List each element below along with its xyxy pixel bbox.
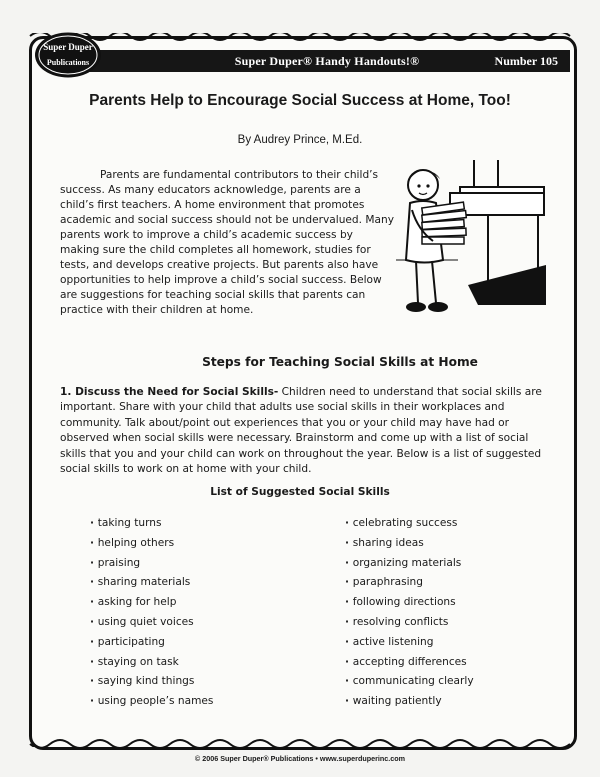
list-item: · paraphrasing — [345, 573, 474, 593]
list-item: · praising — [90, 554, 213, 574]
list-item: · accepting differences — [345, 653, 474, 673]
list-item: · asking for help — [90, 593, 213, 613]
step-1-paragraph — [60, 385, 542, 477]
list-item: · staying on task — [90, 653, 213, 673]
header-bar — [84, 50, 570, 72]
girl-with-books-illustration — [388, 155, 548, 325]
list-item: · helping others — [90, 534, 213, 554]
list-item: · following directions — [345, 593, 474, 613]
steps-heading: Steps for Teaching Social Skills at Home — [202, 355, 478, 369]
copyright-footer: © 2006 Super Duper® Publications • www.superduperinc.com — [194, 754, 406, 763]
intro-paragraph: Parents are fundamental contributors to their child’s success. As many educators acknowledge, parents are a child’s first teachers. A home environment that promotes academic and social success should not be undervalued. Many parents work to improve a child’s academic success by making sure the child completes all homework, studies for tests, and develops creative projects. But parents also have opportunities to help improve a child’s social success. Below are suggestions for teaching social skills that parents can practice with their children at home. — [60, 169, 395, 316]
skills-list-heading: List of Suggested Social Skills — [210, 486, 390, 498]
list-item: · using quiet voices — [90, 613, 213, 633]
logo-text-top: Super Duper — [43, 42, 93, 52]
list-item: · saying kind things — [90, 672, 213, 692]
list-item: · organizing materials — [345, 554, 474, 574]
list-item: · using people’s names — [90, 692, 213, 712]
list-item: · participating — [90, 633, 213, 653]
handout-number: Number 105 — [494, 54, 558, 68]
list-item: · communicating clearly — [345, 672, 474, 692]
step-1-lead: 1. Discuss the Need for Social Skills- — [60, 386, 279, 398]
list-item: · sharing ideas — [345, 534, 474, 554]
article-byline: By Audrey Prince, M.Ed. — [237, 134, 363, 146]
list-item: · active listening — [345, 633, 474, 653]
skills-list-left — [90, 514, 213, 712]
list-item: · waiting patiently — [345, 692, 474, 712]
step-1-body: Children need to understand that social skills are important. Share with your child that adults use social skills in their workplaces and community. Talk about/point out experiences that you or your child may have had or observed when social skills were necessary. Brainstorm and come up with a list of social skills that you and your child can work on throughout the year. Below is a list of suggested social skills to work on at home with your child. — [60, 386, 542, 476]
list-item: · taking turns — [90, 514, 213, 534]
list-item: · sharing materials — [90, 573, 213, 593]
skills-list-right — [345, 514, 474, 712]
logo-text-bottom: Publications — [46, 58, 90, 67]
series-title: Super Duper® Handy Handouts!® — [234, 54, 420, 68]
article-title: Parents Help to Encourage Social Success at Home, Too! — [89, 92, 511, 109]
list-item: · celebrating success — [345, 514, 474, 534]
list-item: · resolving conflicts — [345, 613, 474, 633]
publisher-logo — [34, 31, 102, 79]
